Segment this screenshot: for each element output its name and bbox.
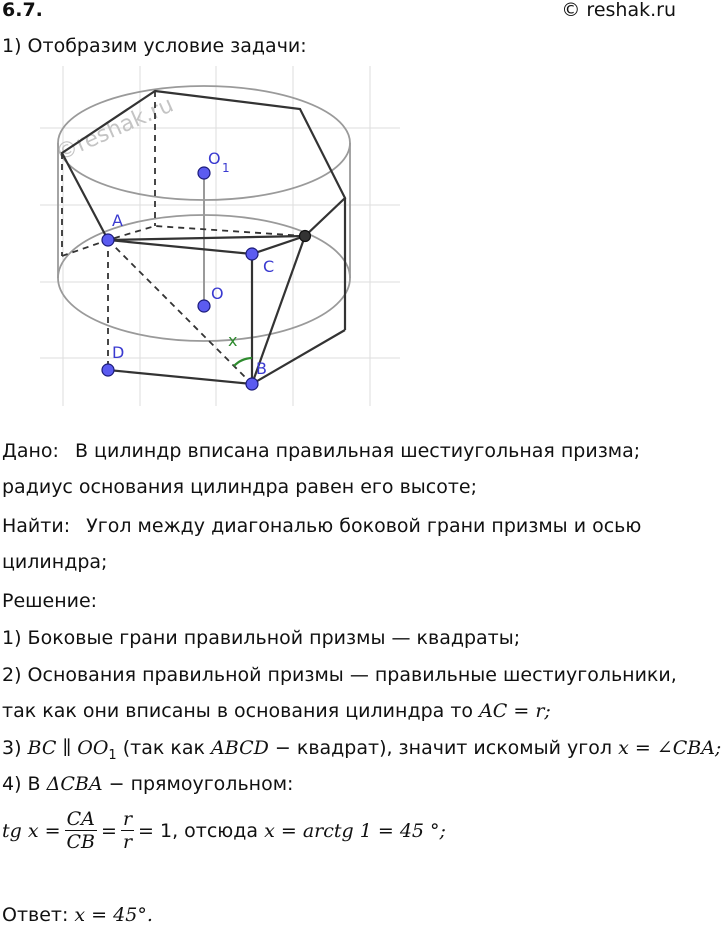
fraction-r-r: $\frac{r}{r}$ — [122, 808, 133, 853]
find-line-1 — [2, 514, 641, 538]
site-credit: © reshak.ru — [561, 0, 676, 21]
fraction-ca-cb: $\frac{CA}{CB}$ — [66, 808, 96, 853]
solution-step-1: 1) Боковые грани правильной призмы — квадраты; — [2, 627, 521, 649]
math-ac-r: AC = r; — [479, 700, 551, 722]
given-text-1: В цилиндр вписана правильная шестиугольная призма; — [74, 440, 641, 462]
solution-step-2b: так как они вписаны в основания цилиндра то AC = r; — [2, 700, 551, 722]
label-A: A — [112, 211, 123, 230]
point-C — [246, 248, 258, 260]
solution-label: Решение: — [2, 590, 98, 612]
solution-formula: tg x = $\frac{CA}{CB}$ = $\frac{r}{r}$ = 1, отсюда x = arctg 1 = 45 °; — [2, 808, 446, 853]
find-text-1: Угол между диагональю боковой грани призмы и осью — [86, 515, 642, 537]
problem-number: 6.7. — [2, 0, 43, 21]
angle-x-arc — [234, 358, 252, 366]
solution-step-2a: 2) Основания правильной призмы — правильные шестиугольники, — [2, 664, 677, 686]
answer-value: x = 45°. — [74, 904, 153, 926]
label-O1: O — [208, 149, 221, 168]
point-O1 — [198, 167, 210, 179]
given-line-1 — [2, 439, 640, 463]
point-O — [198, 300, 210, 312]
label-O1-sub: 1 — [222, 161, 230, 175]
find-line-2: цилиндра; — [2, 551, 108, 573]
given-label: Дано: — [2, 440, 59, 462]
solution-step-4: 4) В ΔCBA − прямоугольном: — [2, 773, 294, 795]
label-O: O — [211, 284, 224, 303]
watermark: ©reshak.ru — [52, 92, 178, 167]
answer-line — [2, 903, 153, 927]
point-B — [246, 378, 258, 390]
answer-label: Ответ: — [2, 904, 75, 926]
geometry-figure — [40, 66, 400, 406]
label-B: B — [256, 359, 267, 378]
step-1-heading: 1) Отобразим условие задачи: — [2, 35, 307, 57]
label-x: x — [228, 331, 238, 350]
solution-step-3: 3) BC ∥ $OO_1$ (так как ABCD − квадрат), значит искомый угол x = ∠CBA; — [2, 737, 721, 763]
given-line-2: радиус основания цилиндра равен его высоте; — [2, 476, 478, 498]
label-C: C — [263, 257, 275, 276]
label-D: D — [112, 343, 125, 362]
point-extra — [300, 231, 311, 242]
point-A — [102, 234, 114, 246]
point-D — [102, 364, 114, 376]
find-label: Найти: — [2, 515, 71, 537]
math-angle: x = ∠CBA; — [618, 737, 721, 759]
